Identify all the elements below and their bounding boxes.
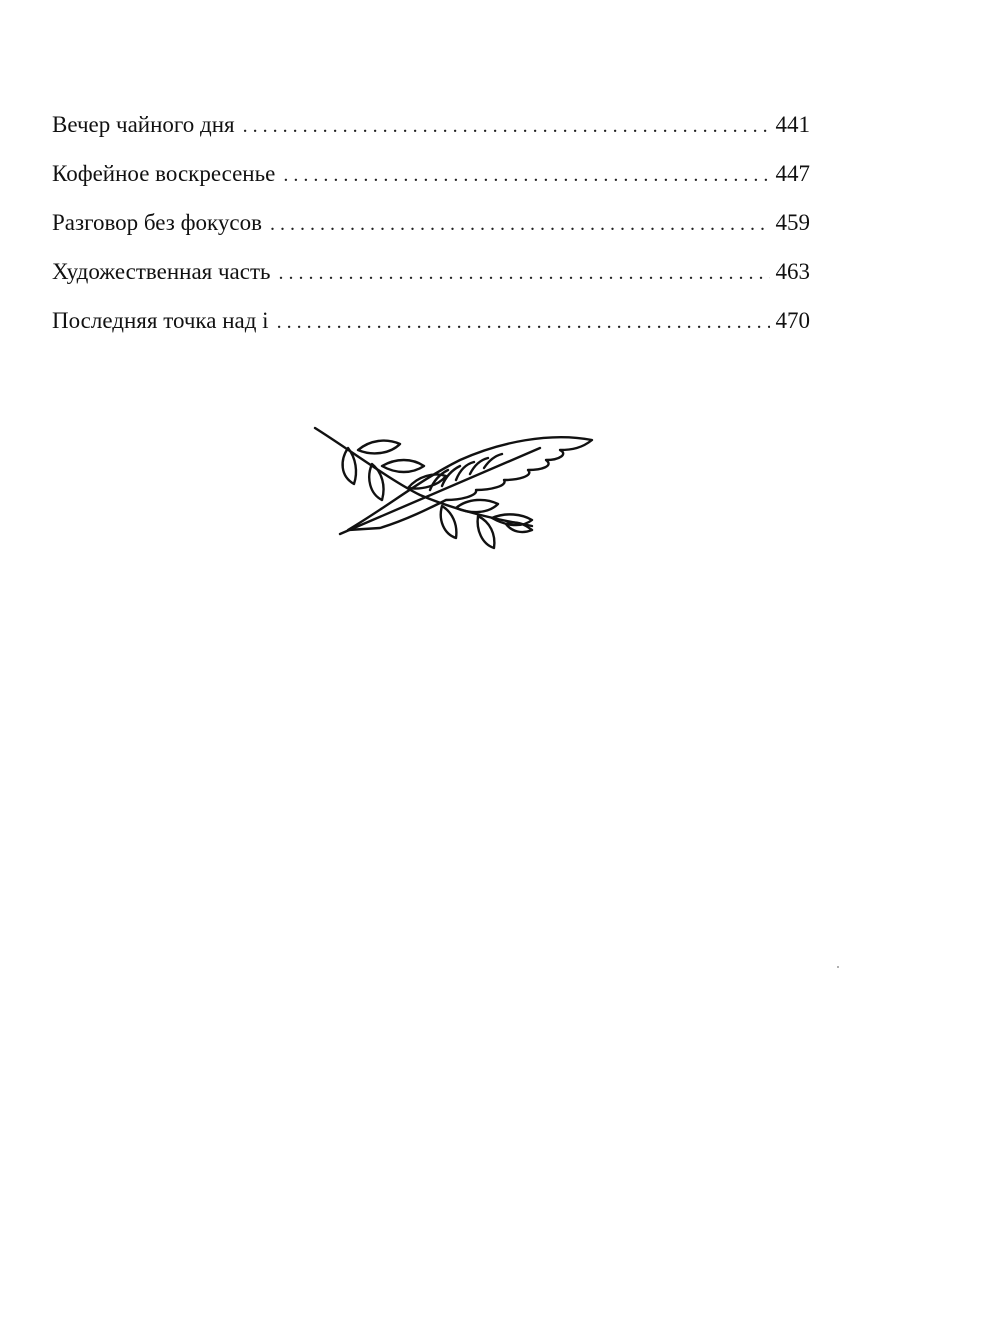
toc-entry-page: 463 — [775, 259, 810, 284]
toc-entry-page: 447 — [775, 161, 810, 186]
toc-entry-title: Разговор без фокусов — [52, 210, 262, 235]
toc-entry-title: Кофейное воскресенье — [52, 161, 276, 186]
table-of-contents — [52, 100, 810, 345]
toc-dot-leader — [270, 200, 770, 249]
toc-entry — [52, 247, 810, 296]
feather-branch-icon — [310, 420, 600, 560]
toc-entry-page: 470 — [775, 308, 810, 333]
toc-entry-title: Художественная часть — [52, 259, 271, 284]
paper-speck — [837, 966, 839, 968]
toc-dot-leader — [283, 151, 769, 200]
toc-entry — [52, 296, 810, 345]
toc-entry — [52, 149, 810, 198]
toc-dot-leader — [279, 249, 770, 298]
toc-dot-leader — [243, 102, 770, 151]
toc-entry-title: Вечер чайного дня — [52, 112, 235, 137]
toc-entry-page: 441 — [775, 112, 810, 137]
toc-entry-page: 459 — [775, 210, 810, 235]
toc-entry-title: Последняя точка над і — [52, 308, 269, 333]
toc-entry — [52, 100, 810, 149]
toc-dot-leader — [277, 298, 770, 347]
toc-entry — [52, 198, 810, 247]
